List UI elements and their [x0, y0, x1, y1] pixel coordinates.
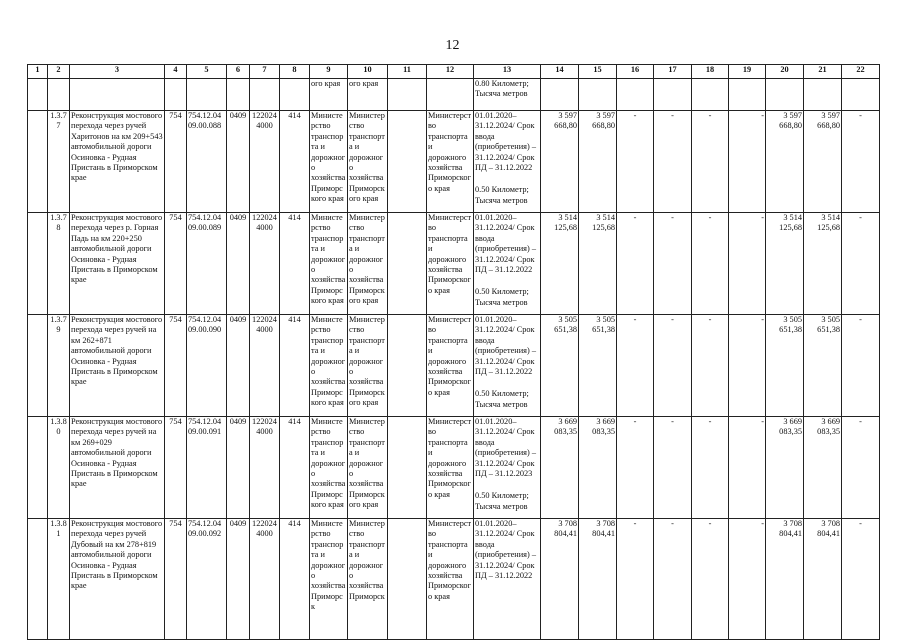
table-row: [28, 111, 880, 213]
developer: Министерство транспорта и дорожного хозяйства Приморского края: [427, 417, 474, 519]
col-11: [388, 213, 427, 315]
amount-21: 3 514 125,68: [804, 213, 842, 315]
grbs-code: 754: [165, 417, 187, 519]
deadlines: [474, 111, 541, 213]
estimated-cost: 3 669 083,35: [541, 417, 579, 519]
col-22: -: [842, 315, 880, 417]
responsible-executor: Министерство транспорта и дорожного хозяйства Приморского края: [310, 213, 348, 315]
column-header-12: 12: [427, 65, 474, 79]
page-number: 12: [445, 38, 460, 53]
total-cost: 3 505 651,38: [579, 315, 617, 417]
col-22: -: [842, 111, 880, 213]
empty-cell: [28, 213, 48, 315]
object-name: Реконструкция мостового перехода через ручей Дубовый на км 278+819 автомобильной дороги Осиновка - Рудная Пристань в Приморском крае: [70, 519, 165, 640]
column-header-10: 10: [348, 65, 388, 79]
estimated-cost: 3 514 125,68: [541, 213, 579, 315]
continuation-row: [28, 79, 880, 111]
developer: Министерство транспорта и дорожного хозяйства Приморского края: [427, 111, 474, 213]
empty-cell: [28, 111, 48, 213]
column-header-4: 4: [165, 65, 187, 79]
col-16: -: [617, 417, 654, 519]
object-name: Реконструкция мостового перехода через ручей на км 262+871 автомобильной дороги Осиновка - Рудная Пристань в Приморском крае: [70, 315, 165, 417]
row-number: 1.3.79: [48, 315, 70, 417]
deadline-text: 01.01.2020–31.12.2024/ Срок ввода (приобретения) – 31.12.2024/ Срок ПД – 31.12.2022: [475, 111, 536, 173]
grbs-code: 754: [165, 213, 187, 315]
column-header-9: 9: [310, 65, 348, 79]
cont-capacity: 0.80 Километр; Тысяча метров: [474, 79, 541, 111]
column-header-11: 11: [388, 65, 427, 79]
table-row: [28, 315, 880, 417]
estimated-cost: 3 597 668,80: [541, 111, 579, 213]
row-number: 1.3.81: [48, 519, 70, 640]
total-cost: 3 597 668,80: [579, 111, 617, 213]
col-16: -: [617, 213, 654, 315]
object-name: Реконструкция мостового перехода через ручей на км 269+029 автомобильной дороги Осиновка - Рудная Пристань в Приморском крае: [70, 417, 165, 519]
grbs-code: 754: [165, 519, 187, 640]
object-code: 754.12.04 09.00.090: [187, 315, 227, 417]
column-header-16: 16: [617, 65, 654, 79]
total-cost: 3 708 804,41: [579, 519, 617, 640]
object-name: Реконструкция мостового перехода через р. Горная Падь на км 220+250 автомобильной дороги Осиновка - Рудная Пристань в Приморском крае: [70, 213, 165, 315]
responsible-executor: Министерство транспорта и дорожного хозяйства Приморского края: [310, 315, 348, 417]
section-code: 0409: [227, 519, 250, 640]
expense-type: 414: [280, 111, 310, 213]
expense-type: 414: [280, 315, 310, 417]
col-17: -: [654, 519, 692, 640]
state-customer: Министерство транспорта и дорожного хозяйства Приморского края: [348, 111, 388, 213]
developer: Министерство транспорта и дорожного хозяйства Приморского края: [427, 315, 474, 417]
deadlines: [474, 213, 541, 315]
developer: Министерство транспорта и дорожного хозяйства Приморского края: [427, 213, 474, 315]
col-11: [388, 315, 427, 417]
table-row: [28, 519, 880, 640]
col-18: -: [692, 111, 729, 213]
total-cost: 3 669 083,35: [579, 417, 617, 519]
col-22: -: [842, 417, 880, 519]
expense-type: 414: [280, 213, 310, 315]
col-17: -: [654, 417, 692, 519]
deadlines: [474, 417, 541, 519]
estimated-cost: 3 505 651,38: [541, 315, 579, 417]
state-customer: Министерство транспорта и дорожного хозяйства Приморского края: [348, 417, 388, 519]
column-header-7: 7: [250, 65, 280, 79]
col-19: -: [729, 417, 766, 519]
deadline-text: 01.01.2020–31.12.2024/ Срок ввода (приобретения) – 31.12.2024/ Срок ПД – 31.12.2022: [475, 213, 536, 275]
col-22: -: [842, 519, 880, 640]
col-19: -: [729, 315, 766, 417]
col-16: -: [617, 519, 654, 640]
section-code: 0409: [227, 213, 250, 315]
amount-21: 3 708 804,41: [804, 519, 842, 640]
target-article: 122024 4000: [250, 519, 280, 640]
col-22: -: [842, 213, 880, 315]
column-header-3: 3: [70, 65, 165, 79]
cont-customer: ого края: [348, 79, 388, 111]
section-code: 0409: [227, 111, 250, 213]
col-11: [388, 519, 427, 640]
object-code: 754.12.04 09.00.091: [187, 417, 227, 519]
empty-cell: [28, 417, 48, 519]
grbs-code: 754: [165, 111, 187, 213]
target-article: 122024 4000: [250, 417, 280, 519]
deadline-text: 01.01.2020–31.12.2024/ Срок ввода (приобретения) – 31.12.2024/ Срок ПД – 31.12.2022: [475, 519, 536, 581]
expense-type: 414: [280, 417, 310, 519]
col-18: -: [692, 519, 729, 640]
col-19: -: [729, 519, 766, 640]
amount-21: 3 669 083,35: [804, 417, 842, 519]
column-header-17: 17: [654, 65, 692, 79]
col-18: -: [692, 213, 729, 315]
amount-20: 3 505 651,38: [766, 315, 804, 417]
col-19: -: [729, 213, 766, 315]
state-customer: Министерство транспорта и дорожного хозяйства Приморского края: [348, 213, 388, 315]
deadlines: [474, 315, 541, 417]
deadline-text: 01.01.2020–31.12.2024/ Срок ввода (приобретения) – 31.12.2024/ Срок ПД – 31.12.2022: [475, 315, 536, 377]
row-number: 1.3.80: [48, 417, 70, 519]
column-header-13: 13: [474, 65, 541, 79]
col-11: [388, 111, 427, 213]
capacity-text: 0.50 Километр; Тысяча метров: [475, 185, 529, 205]
col-17: -: [654, 315, 692, 417]
amount-20: 3 708 804,41: [766, 519, 804, 640]
capacity-text: 0.50 Километр; Тысяча метров: [475, 491, 529, 511]
state-customer: Министерство транспорта и дорожного хозяйства Приморск: [348, 519, 388, 640]
header-row: [28, 65, 880, 79]
column-header-5: 5: [187, 65, 227, 79]
column-header-14: 14: [541, 65, 579, 79]
amount-20: 3 669 083,35: [766, 417, 804, 519]
col-17: -: [654, 111, 692, 213]
empty-cell: [28, 519, 48, 640]
target-article: 122024 4000: [250, 213, 280, 315]
amount-21: 3 505 651,38: [804, 315, 842, 417]
developer: Министерство транспорта и дорожного хозяйства Приморского края: [427, 519, 474, 640]
column-header-22: 22: [842, 65, 880, 79]
row-number: 1.3.78: [48, 213, 70, 315]
amount-20: 3 514 125,68: [766, 213, 804, 315]
section-code: 0409: [227, 417, 250, 519]
capacity-text: 0.50 Километр; Тысяча метров: [475, 389, 529, 409]
program-table: [27, 64, 880, 640]
column-header-18: 18: [692, 65, 729, 79]
column-header-1: 1: [28, 65, 48, 79]
responsible-executor: Министерство транспорта и дорожного хозяйства Приморск: [310, 519, 348, 640]
empty-cell: [28, 315, 48, 417]
target-article: 122024 4000: [250, 111, 280, 213]
object-name: Реконструкция мостового перехода через ручей Харитонов на км 209+543 автомобильной дороги Осиновка - Рудная Пристань в Приморском крае: [70, 111, 165, 213]
deadlines: [474, 519, 541, 640]
responsible-executor: Министерство транспорта и дорожного хозяйства Приморского края: [310, 417, 348, 519]
row-number: 1.3.77: [48, 111, 70, 213]
object-code: 754.12.04 09.00.089: [187, 213, 227, 315]
cont-responsible: ого края: [310, 79, 348, 111]
estimated-cost: 3 708 804,41: [541, 519, 579, 640]
object-code: 754.12.04 09.00.092: [187, 519, 227, 640]
column-header-6: 6: [227, 65, 250, 79]
column-header-19: 19: [729, 65, 766, 79]
col-16: -: [617, 315, 654, 417]
object-code: 754.12.04 09.00.088: [187, 111, 227, 213]
col-16: -: [617, 111, 654, 213]
col-18: -: [692, 417, 729, 519]
section-code: 0409: [227, 315, 250, 417]
expense-type: 414: [280, 519, 310, 640]
amount-20: 3 597 668,80: [766, 111, 804, 213]
col-19: -: [729, 111, 766, 213]
table-row: [28, 213, 880, 315]
col-18: -: [692, 315, 729, 417]
deadline-text: 01.01.2020–31.12.2024/ Срок ввода (приобретения) – 31.12.2024/ Срок ПД – 31.12.2023: [475, 417, 536, 479]
column-header-21: 21: [804, 65, 842, 79]
column-header-15: 15: [579, 65, 617, 79]
state-customer: Министерство транспорта и дорожного хозяйства Приморского края: [348, 315, 388, 417]
column-header-2: 2: [48, 65, 70, 79]
capacity-text: 0.50 Километр; Тысяча метров: [475, 287, 529, 307]
amount-21: 3 597 668,80: [804, 111, 842, 213]
grbs-code: 754: [165, 315, 187, 417]
column-header-8: 8: [280, 65, 310, 79]
column-header-20: 20: [766, 65, 804, 79]
responsible-executor: Министерство транспорта и дорожного хозяйства Приморского края: [310, 111, 348, 213]
col-11: [388, 417, 427, 519]
target-article: 122024 4000: [250, 315, 280, 417]
col-17: -: [654, 213, 692, 315]
table-row: [28, 417, 880, 519]
total-cost: 3 514 125,68: [579, 213, 617, 315]
